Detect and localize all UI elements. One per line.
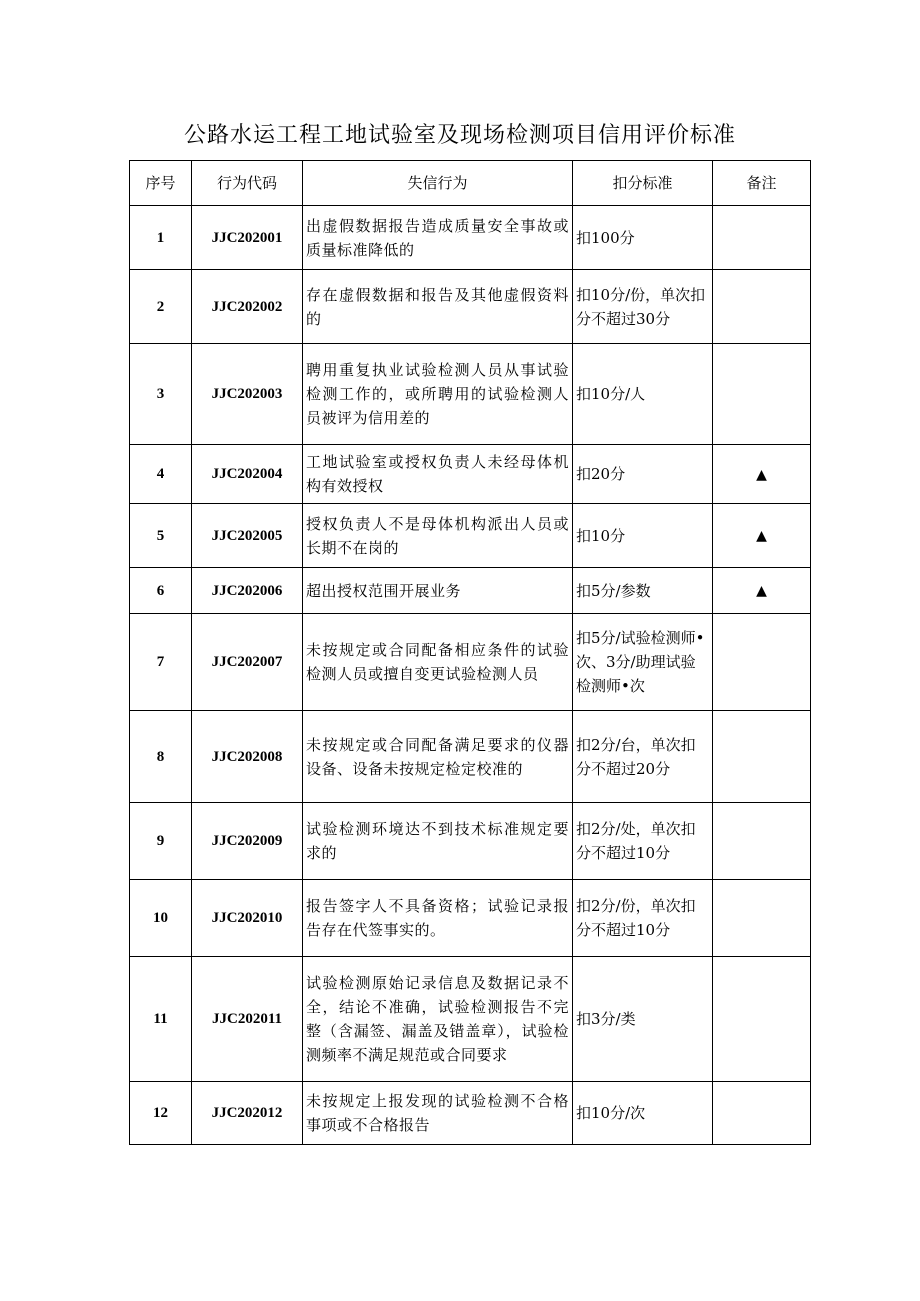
row-dishonest-behavior: 出虚假数据报告造成质量安全事故或质量标准降低的 xyxy=(303,206,573,270)
header-serial-number: 序号 xyxy=(130,161,192,206)
row-dishonest-behavior: 超出授权范围开展业务 xyxy=(303,568,573,614)
header-remarks: 备注 xyxy=(713,161,811,206)
row-behavior-code: JJC202003 xyxy=(192,344,303,445)
row-behavior-code: JJC202005 xyxy=(192,504,303,568)
row-serial-number: 4 xyxy=(130,445,192,504)
row-dishonest-behavior: 未按规定或合同配备满足要求的仪器设备、设备未按规定检定校准的 xyxy=(303,711,573,803)
row-dishonest-behavior: 未按规定或合同配备相应条件的试验检测人员或擅自变更试验检测人员 xyxy=(303,614,573,711)
row-deduction-standard: 扣3分/类 xyxy=(573,957,713,1082)
table-row xyxy=(130,344,811,445)
header-deduction-standard: 扣分标准 xyxy=(573,161,713,206)
table-row xyxy=(130,803,811,880)
row-remarks xyxy=(713,206,811,270)
row-deduction-standard: 扣10分 xyxy=(573,504,713,568)
row-behavior-code: JJC202002 xyxy=(192,270,303,344)
row-behavior-code: JJC202011 xyxy=(192,957,303,1082)
row-serial-number: 8 xyxy=(130,711,192,803)
header-behavior-code: 行为代码 xyxy=(192,161,303,206)
row-serial-number: 2 xyxy=(130,270,192,344)
row-remarks xyxy=(713,445,811,504)
row-serial-number: 7 xyxy=(130,614,192,711)
table-row xyxy=(130,880,811,957)
header-dishonest-behavior: 失信行为 xyxy=(303,161,573,206)
row-deduction-standard: 扣10分/份，单次扣分不超过30分 xyxy=(573,270,713,344)
row-dishonest-behavior: 聘用重复执业试验检测人员从事试验检测工作的，或所聘用的试验检测人员被评为信用差的 xyxy=(303,344,573,445)
row-dishonest-behavior: 存在虚假数据和报告及其他虚假资料的 xyxy=(303,270,573,344)
row-behavior-code: JJC202008 xyxy=(192,711,303,803)
row-dishonest-behavior: 报告签字人不具备资格；试验记录报告存在代签事实的。 xyxy=(303,880,573,957)
triangle-marker-icon: ▲ xyxy=(756,583,767,599)
row-deduction-standard: 扣10分/次 xyxy=(573,1082,713,1145)
row-serial-number: 1 xyxy=(130,206,192,270)
page-title: 公路水运工程工地试验室及现场检测项目信用评价标准 xyxy=(183,123,736,148)
row-deduction-standard: 扣2分/处，单次扣分不超过10分 xyxy=(573,803,713,880)
row-dishonest-behavior: 试验检测原始记录信息及数据记录不全，结论不准确，试验检测报告不完整（含漏签、漏盖及错盖章），试验检测频率不满足规范或合同要求 xyxy=(303,957,573,1082)
table-row xyxy=(130,568,811,614)
row-serial-number: 12 xyxy=(130,1082,192,1145)
row-serial-number: 3 xyxy=(130,344,192,445)
row-remarks xyxy=(713,957,811,1082)
row-deduction-standard: 扣2分/台，单次扣分不超过20分 xyxy=(573,711,713,803)
row-remarks xyxy=(713,270,811,344)
row-remarks xyxy=(713,711,811,803)
row-behavior-code: JJC202006 xyxy=(192,568,303,614)
table-row xyxy=(130,504,811,568)
credit-evaluation-table xyxy=(129,160,811,1145)
row-dishonest-behavior: 授权负责人不是母体机构派出人员或长期不在岗的 xyxy=(303,504,573,568)
row-serial-number: 9 xyxy=(130,803,192,880)
table-row xyxy=(130,614,811,711)
table-row xyxy=(130,270,811,344)
row-remarks xyxy=(713,614,811,711)
triangle-marker-icon: ▲ xyxy=(756,528,767,544)
row-deduction-standard: 扣5分/参数 xyxy=(573,568,713,614)
row-remarks xyxy=(713,880,811,957)
row-dishonest-behavior: 试验检测环境达不到技术标准规定要求的 xyxy=(303,803,573,880)
row-dishonest-behavior: 工地试验室或授权负责人未经母体机构有效授权 xyxy=(303,445,573,504)
row-behavior-code: JJC202010 xyxy=(192,880,303,957)
row-serial-number: 5 xyxy=(130,504,192,568)
row-serial-number: 10 xyxy=(130,880,192,957)
table-row xyxy=(130,711,811,803)
row-remarks xyxy=(713,344,811,445)
row-behavior-code: JJC202007 xyxy=(192,614,303,711)
table-row xyxy=(130,957,811,1082)
row-remarks xyxy=(713,1082,811,1145)
row-dishonest-behavior: 未按规定上报发现的试验检测不合格事项或不合格报告 xyxy=(303,1082,573,1145)
table-header-row xyxy=(130,161,811,206)
table-row xyxy=(130,445,811,504)
triangle-marker-icon: ▲ xyxy=(756,466,767,483)
row-deduction-standard: 扣100分 xyxy=(573,206,713,270)
table-row xyxy=(130,1082,811,1145)
row-remarks xyxy=(713,504,811,568)
row-remarks xyxy=(713,568,811,614)
table-row xyxy=(130,206,811,270)
row-behavior-code: JJC202001 xyxy=(192,206,303,270)
row-behavior-code: JJC202004 xyxy=(192,445,303,504)
row-serial-number: 6 xyxy=(130,568,192,614)
row-serial-number: 11 xyxy=(130,957,192,1082)
row-deduction-standard: 扣2分/份，单次扣分不超过10分 xyxy=(573,880,713,957)
row-behavior-code: JJC202012 xyxy=(192,1082,303,1145)
row-deduction-standard: 扣20分 xyxy=(573,445,713,504)
row-deduction-standard: 扣10分/人 xyxy=(573,344,713,445)
row-deduction-standard: 扣5分/试验检测师•次、3分/助理试验检测师•次 xyxy=(573,614,713,711)
row-remarks xyxy=(713,803,811,880)
row-behavior-code: JJC202009 xyxy=(192,803,303,880)
